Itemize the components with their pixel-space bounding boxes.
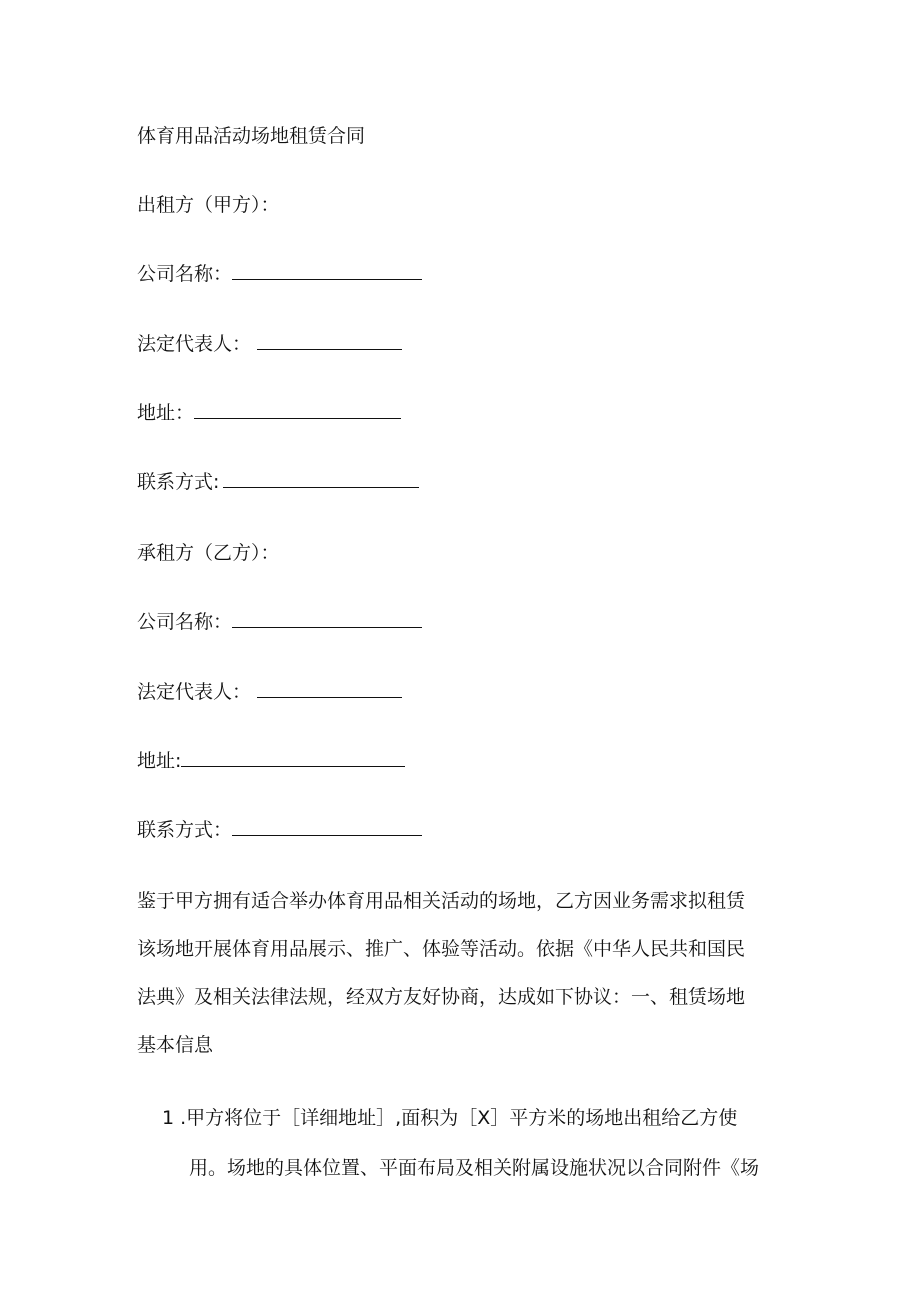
party-b-rep-field [137,680,402,704]
party-b-address-blank[interactable] [181,749,405,767]
party-a-address-field [137,401,401,425]
party-a-company-field [137,262,422,286]
party-a-address-label: 地址： [137,402,195,424]
party-a-rep-label: 法定代表人： [137,333,252,355]
preamble-paragraph [137,885,787,1061]
preamble-line: 基本信息 [137,1034,214,1056]
party-b-contact-blank[interactable] [232,818,422,836]
party-a-contact-field [137,470,419,494]
party-b-rep-label: 法定代表人： [137,681,252,703]
party-b-address-field [137,749,405,773]
party-b-contact-field [137,818,422,842]
party-a-company-label: 公司名称： [137,263,233,285]
clause-line: 1 .甲方将位于［详细地址］,面积为［X］平方米的场地出租给乙方使 [162,1107,738,1129]
party-b-heading: 承租方（乙方）： [137,542,280,564]
party-b-rep-blank[interactable] [257,680,402,698]
party-b-company-label: 公司名称： [137,611,233,633]
party-a-company-blank[interactable] [232,262,422,280]
preamble-line: 鉴于甲方拥有适合举办体育用品相关活动的场地，乙方因业务需求拟租赁 [137,890,746,912]
preamble-line: 法典》及相关法律法规，经双方友好协商，达成如下协议：一、租赁场地 [137,986,746,1008]
preamble-line: 该场地开展体育用品展示、推广、体验等活动。依据《中华人民共和国民 [137,938,746,960]
party-a-contact-blank[interactable] [223,470,419,488]
party-b-address-label: 地址: [137,750,182,772]
clause-line: 用。场地的具体位置、平面布局及相关附属设施状况以合同附件《场 [189,1157,760,1179]
clause-1-paragraph [162,1102,792,1184]
contract-title: 体育用品活动场地租赁合同 [137,125,366,147]
party-a-rep-blank[interactable] [257,332,402,350]
party-b-company-field [137,610,422,634]
party-a-address-blank[interactable] [194,401,401,419]
party-b-company-blank[interactable] [232,610,422,628]
party-a-contact-label: 联系方式: [137,471,220,493]
party-a-rep-field [137,332,402,356]
party-a-heading: 出租方（甲方）： [137,194,280,216]
party-b-contact-label: 联系方式： [137,819,233,841]
